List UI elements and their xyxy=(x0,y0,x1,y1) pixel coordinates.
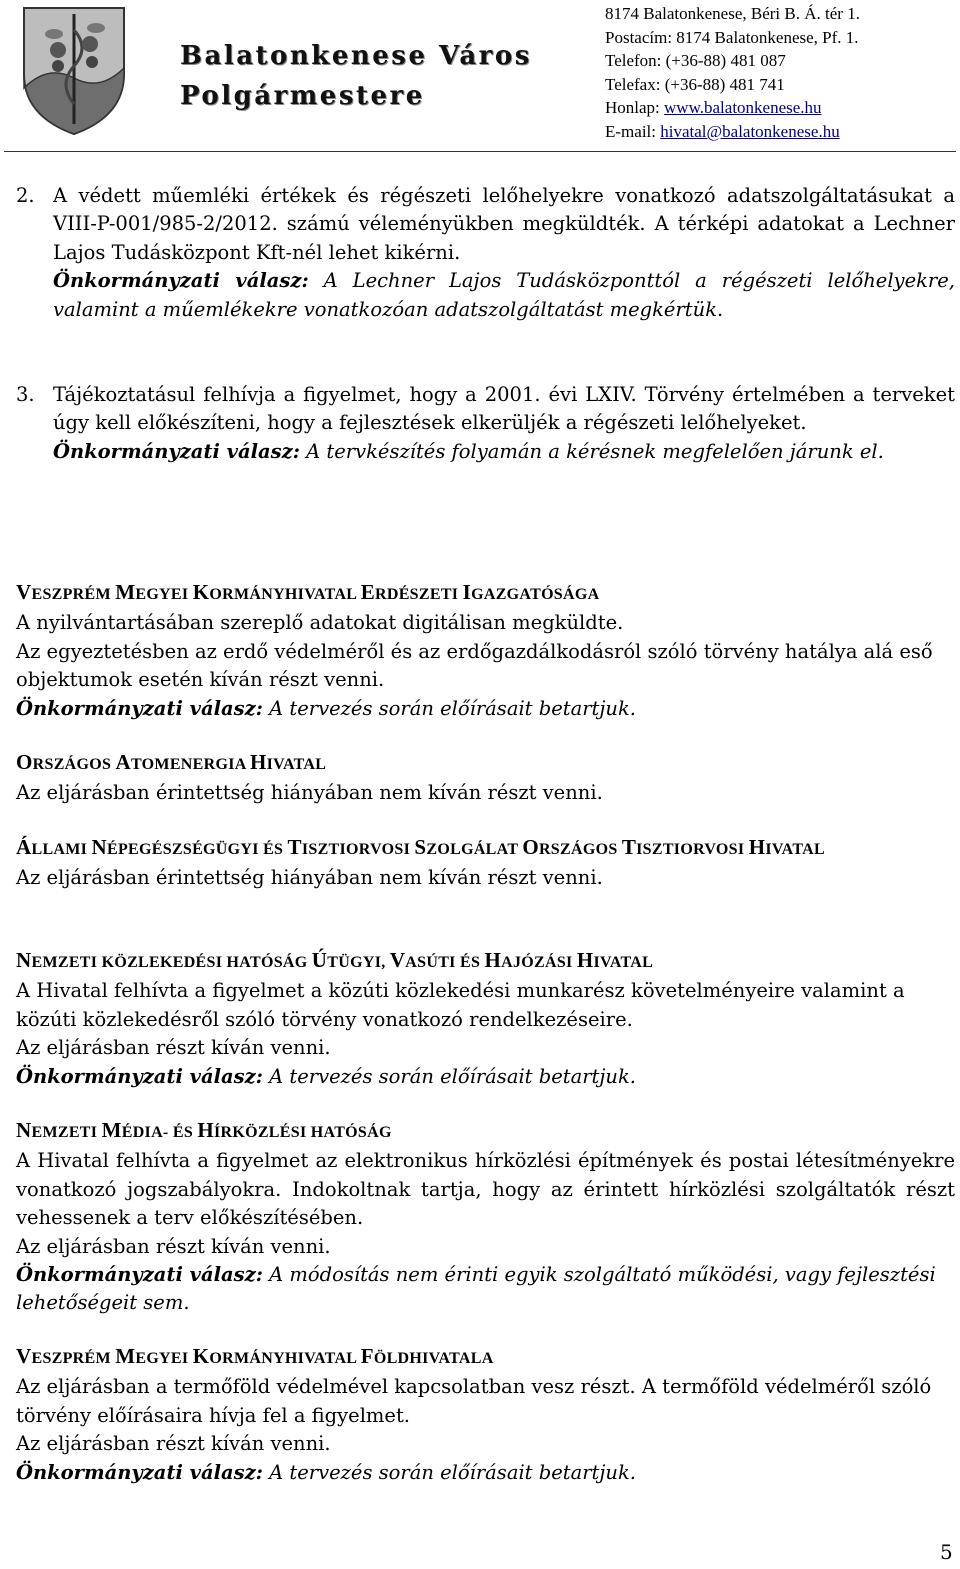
heading-word: AJÓZÁSI xyxy=(501,954,577,971)
heading-initial: V xyxy=(389,948,406,972)
item-2-block xyxy=(16,182,955,324)
section-erdeszet xyxy=(16,578,955,723)
heading-initial: K xyxy=(192,580,210,604)
section-text: Az eljárásban részt kíván venni. xyxy=(16,1036,331,1060)
title-line-1: Balatonkenese Város xyxy=(180,41,532,71)
heading-word: IVATAL xyxy=(266,756,327,773)
section-reply xyxy=(16,1459,955,1487)
heading-word: IVATAL xyxy=(765,841,825,858)
heading-initial: Á xyxy=(16,835,32,859)
contact-block xyxy=(605,2,860,144)
section-heading xyxy=(16,578,955,609)
heading-word: EGYEI xyxy=(135,1350,193,1367)
heading-initial: M xyxy=(101,1118,122,1142)
reply-text: A tervezés során előírásait betartjuk. xyxy=(262,1064,636,1088)
section-heading xyxy=(16,833,955,864)
heading-word: ESZPRÉM xyxy=(31,586,116,603)
heading-word: ORMÁNYHIVATAL xyxy=(209,586,361,603)
section-reply xyxy=(16,695,955,723)
phone: Telefon: (+36-88) 481 087 xyxy=(605,51,786,71)
heading-word: ÖLDHIVATALA xyxy=(373,1350,494,1367)
heading-word: ISZTIORVOSI xyxy=(301,841,415,858)
heading-initial: S xyxy=(414,835,427,859)
section-heading xyxy=(16,1116,955,1147)
heading-word: ESZPRÉM xyxy=(31,1350,116,1367)
heading-initial: H xyxy=(484,948,502,972)
heading-initial: H xyxy=(576,948,594,972)
section-reply xyxy=(16,1063,955,1091)
heading-initial: O xyxy=(522,835,539,859)
item-3 xyxy=(16,381,955,466)
heading-word: ÉPEGÉSZSÉGÜGYI ÉS xyxy=(106,841,288,858)
heading-initial: M xyxy=(115,1344,136,1368)
item-2 xyxy=(16,182,955,324)
reply-label: Önkormányzati válasz: xyxy=(53,439,300,463)
heading-word: ÉDIA- ÉS xyxy=(121,1124,198,1141)
section-heading xyxy=(16,1342,955,1373)
reply-label: Önkormányzati válasz: xyxy=(16,1263,263,1287)
heading-initial: N xyxy=(16,948,32,972)
heading-word: RSZÁGOS xyxy=(538,841,622,858)
reply-label: Önkormányzati válasz: xyxy=(53,269,309,293)
letterhead xyxy=(0,0,960,152)
website-link[interactable]: www.balatonkenese.hu xyxy=(664,98,822,118)
heading-initial: Ú xyxy=(311,948,328,972)
section-text: Az eljárásban részt kíván venni. xyxy=(16,1234,331,1258)
heading-initial: H xyxy=(250,750,267,774)
header-divider xyxy=(4,151,956,152)
section-text: A Hivatal felhívta a figyelmet a közúti közlekedési munkarész követelményeire valamint a közúti közlekedésről szóló törvény vonatkozó rendelkezéseire. xyxy=(16,979,905,1031)
heading-word: ORMÁNYHIVATAL xyxy=(209,1350,361,1367)
section-heading xyxy=(16,946,955,977)
heading-initial: K xyxy=(192,1344,210,1368)
heading-word: EMZETI xyxy=(31,1124,102,1141)
heading-initial: H xyxy=(197,1118,214,1142)
section-antsz xyxy=(16,833,955,893)
page-number: 5 xyxy=(940,1540,953,1564)
fax: Telefax: (+36-88) 481 741 xyxy=(605,74,785,94)
item-reply xyxy=(53,267,955,324)
heading-initial: N xyxy=(16,1118,32,1142)
coat-of-arms-icon xyxy=(18,4,130,138)
section-text: A Hivatal felhívta a figyelmet az elektronikus hírközlési építmények és postai létesítményekre vonatkozó jogszabályokra. Indokoltnak tartja, hogy az érintett hírközlési szolgáltatók részt vehessenek a terv előkészítésében. xyxy=(16,1149,955,1230)
item-text: A védett műemléki értékek és régészeti lelőhelyekre vonatkozó adatszolgáltatásukat a VIII-P-001/985-2/2012. számú véleményükben megküldték. A térképi adatokat a Lechner Lajos Tudásközpont Kft-nél lehet kikérni. xyxy=(53,184,955,264)
heading-initial: N xyxy=(91,835,107,859)
item-reply xyxy=(53,438,955,466)
section-reply xyxy=(16,1261,955,1318)
postal-address: Postacím: 8174 Balatonkenese, Pf. 1. xyxy=(605,27,859,47)
reply-label: Önkormányzati válasz: xyxy=(16,696,263,720)
heading-word: TÜGYI, xyxy=(327,954,390,971)
section-text: A nyilvántartásában szereplő adatokat digitálisan megküldte. xyxy=(16,611,624,635)
section-nkh xyxy=(16,946,955,1091)
reply-text: A módosítás nem érinti egyik szolgáltató működési, vagy fejlesztési lehetőségeit sem. xyxy=(16,1263,936,1315)
section-text: Az egyeztetésben az erdő védelméről és az erdőgazdálkodásról szóló törvény hatálya alá eső objektumok esetén kíván részt venni. xyxy=(16,639,933,692)
letterhead-title xyxy=(180,36,532,116)
heading-initial: I xyxy=(462,580,472,604)
reply-text: A tervezés során előírásait betartjuk. xyxy=(262,1460,636,1484)
heading-word: RSZÁGOS xyxy=(32,756,116,773)
reply-text: A tervezés során előírásait betartjuk. xyxy=(262,696,636,720)
item-3-block xyxy=(16,381,955,466)
section-foldhivatal xyxy=(16,1342,955,1487)
heading-initial: A xyxy=(115,750,131,774)
heading-word: ÍRKÖZLÉSI HATÓSÁG xyxy=(213,1124,392,1141)
heading-word: EMZETI KÖZLEKEDÉSI HATÓSÁG xyxy=(31,954,312,971)
heading-initial: V xyxy=(16,580,32,604)
item-text: Tájékoztatásul felhívja a figyelmet, hogy a 2001. évi LXIV. Törvény értelmében a terveket úgy kell előkészíteni, hogy a fejlesztések elkerüljék a régészeti lelőhelyeket. xyxy=(53,383,955,435)
heading-word: ISZTIORVOSI xyxy=(636,841,749,858)
section-text: Az eljárásban érintettség hiányában nem kíván részt venni. xyxy=(16,781,603,805)
reply-text: A Lechner Lajos Tudásközponttól a régészeti lelőhelyekre, valamint a műemlékekre vonatkozóan adatszolgáltatást megkértük. xyxy=(53,269,955,321)
heading-word: ZOLGÁLAT xyxy=(426,841,523,858)
section-heading xyxy=(16,748,955,779)
email-label: E-mail: xyxy=(605,121,661,141)
email-line xyxy=(605,120,860,144)
item-number: 2. xyxy=(16,184,35,207)
website-label: Honlap: xyxy=(605,98,665,118)
heading-word: GAZGATÓSÁGA xyxy=(471,586,600,603)
heading-initial: T xyxy=(287,835,302,859)
heading-word: EGYEI xyxy=(135,586,193,603)
heading-initial: E xyxy=(360,580,375,604)
heading-initial: O xyxy=(16,750,33,774)
section-text: Az eljárásban érintettség hiányában nem kíván részt venni. xyxy=(16,866,603,890)
reply-text: A tervkészítés folyamán a kérésnek megfelelően járunk el. xyxy=(299,439,884,463)
section-text: Az eljárásban a termőföld védelmével kapcsolatban vesz részt. A termőföld védelméről szóló törvény előírásaira hívja fel a figyelmet. xyxy=(16,1375,932,1427)
reply-label: Önkormányzati válasz: xyxy=(16,1064,263,1088)
heading-initial: M xyxy=(115,580,136,604)
heading-word: IVATAL xyxy=(593,954,654,971)
heading-word: ASÚTI ÉS xyxy=(405,954,485,971)
heading-initial: F xyxy=(360,1344,374,1368)
reply-label: Önkormányzati válasz: xyxy=(16,1460,263,1484)
heading-initial: T xyxy=(621,835,637,859)
website-line xyxy=(605,96,860,120)
title-line-2: Polgármestere xyxy=(180,81,425,111)
item-number: 3. xyxy=(16,383,35,406)
heading-initial: V xyxy=(16,1344,32,1368)
heading-word: TOMENERGIA xyxy=(130,756,251,773)
email-link[interactable]: hivatal@balatonkenese.hu xyxy=(660,121,840,141)
heading-initial: H xyxy=(748,835,766,859)
section-text: Az eljárásban részt kíván venni. xyxy=(16,1432,331,1456)
heading-word: RDÉSZETI xyxy=(375,586,463,603)
section-atom xyxy=(16,748,955,808)
heading-word: LLAMI xyxy=(31,841,92,858)
section-nmhh xyxy=(16,1116,955,1318)
address: 8174 Balatonkenese, Béri B. Á. tér 1. xyxy=(605,4,860,23)
